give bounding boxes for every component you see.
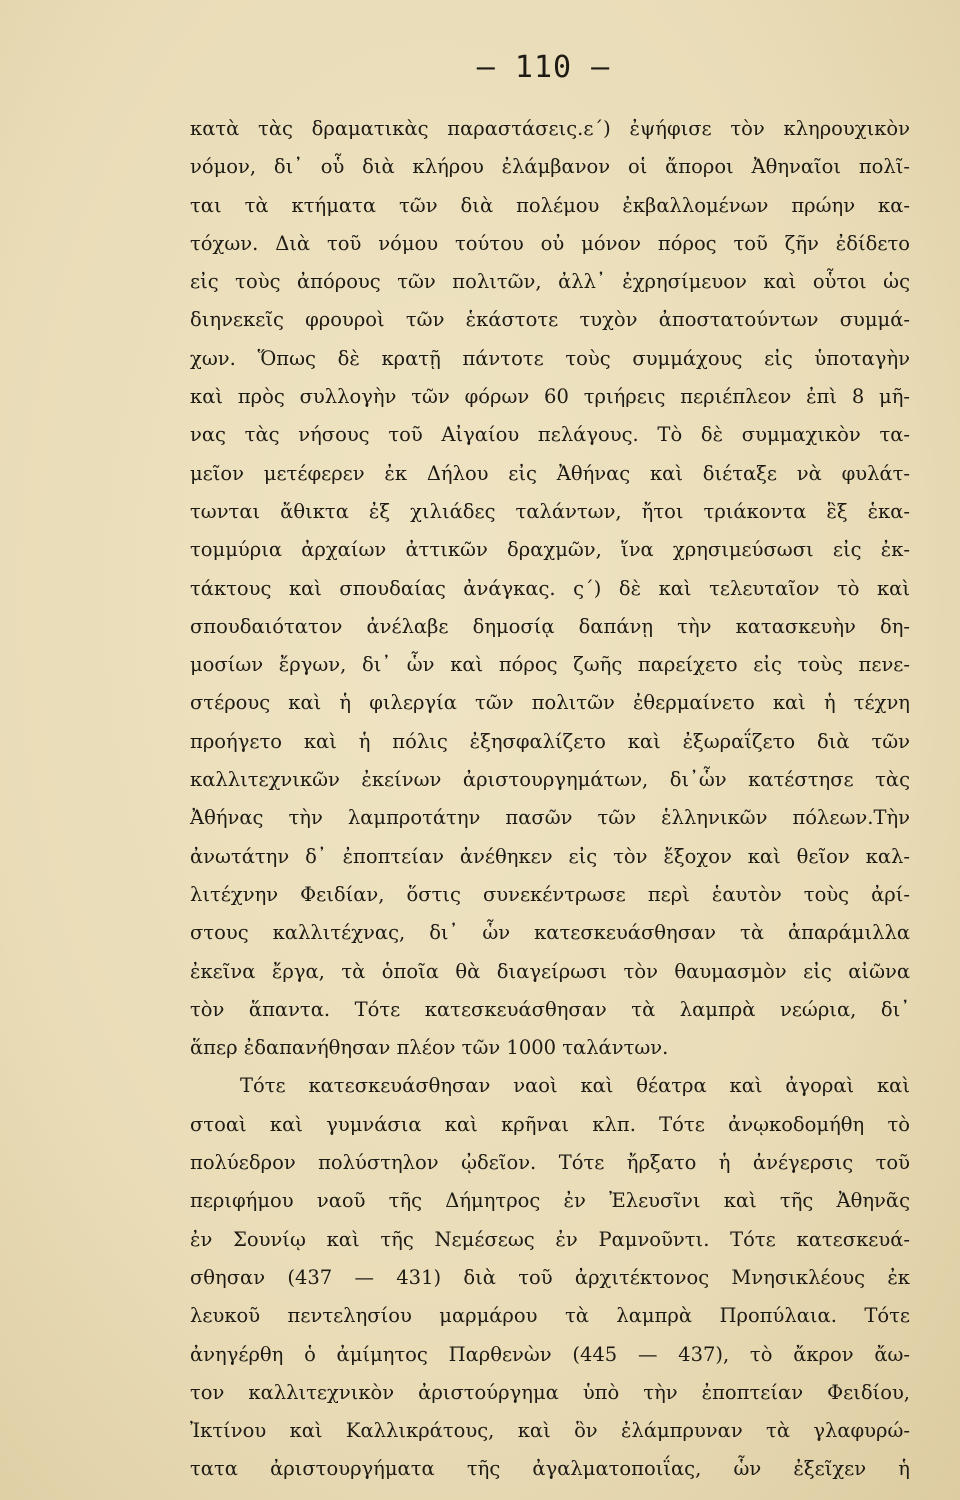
text-line: Ἀθήνας τὴν λαμπροτάτην πασῶν τῶν ἑλληνικῶν πόλεων.Τὴν	[190, 806, 910, 830]
text-line: ται τὰ κτήματα τῶν διὰ πολέμου ἐκβαλλομένων πρώην κα-	[190, 193, 910, 217]
text-line: Τότε κατεσκευάσθησαν ναοὶ καὶ θέατρα καὶ ἀγοραὶ καὶ	[240, 1074, 910, 1098]
text-line: καλλιτεχνικῶν ἐκείνων ἀριστουργημάτων, δι᾽ὧν κατέστησε τὰς	[190, 768, 910, 792]
body-text	[190, 110, 910, 1489]
text-line: Ἰκτίνου καὶ Καλλικράτους, καὶ ὃν ἐλάμπρυναν τὰ γλαφυρώ-	[190, 1419, 910, 1443]
page-number: — 110 —	[476, 50, 611, 85]
text-line: εἰς τοὺς ἀπόρους τῶν πολιτῶν, ἀλλ᾽ ἐχρησίμευον καὶ οὗτοι ὡς	[190, 270, 910, 294]
text-line: μεῖον μετέφερεν ἐκ Δήλου εἰς Ἀθήνας καὶ διέταξε νὰ φυλάτ-	[190, 461, 910, 485]
text-line: νόμον, δι᾽ οὗ διὰ κλήρου ἐλάμβανον οἱ ἄποροι Ἀθηναῖοι πολῖ-	[190, 155, 910, 179]
text-line: λευκοῦ πεντελησίου μαρμάρου τὰ λαμπρὰ Προπύλαια. Τότε	[190, 1304, 910, 1328]
text-line: νας τὰς νήσους τοῦ Αἰγαίου πελάγους. Τὸ δὲ συμμαχικὸν τα-	[190, 423, 910, 447]
text-line: τάκτους καὶ σπουδαίας ἀνάγκας. ς΄) δὲ καὶ τελευταῖον τὸ καὶ	[190, 576, 910, 600]
text-line: τόχων. Διὰ τοῦ νόμου τούτου οὐ μόνον πόρος τοῦ ζῆν ἐδίδετο	[190, 231, 910, 255]
text-line: χων. Ὅπως δὲ κρατῇ πάντοτε τοὺς συμμάχους εἰς ὑποταγὴν	[190, 346, 910, 370]
text-line: ἀνωτάτην δ᾽ ἐποπτείαν ἀνέθηκεν εἰς τὸν ἔξοχον καὶ θεῖον καλ-	[190, 844, 910, 868]
text-line: προήγετο καὶ ἡ πόλις ἐξησφαλίζετο καὶ ἐξωραΐζετο διὰ τῶν	[190, 729, 910, 753]
text-line: τον καλλιτεχνικὸν ἀριστούργημα ὑπὸ τὴν ἐποπτείαν Φειδίου,	[190, 1380, 910, 1404]
text-line: σπουδαιότατον ἀνέλαβε δημοσίᾳ δαπάνῃ τὴν κατασκευὴν δη-	[190, 614, 910, 638]
text-line: ἐν Σουνίῳ καὶ τῆς Νεμέσεως ἐν Ραμνοῦντι. Τότε κατεσκευά-	[190, 1227, 910, 1251]
text-line: καὶ πρὸς συλλογὴν τῶν φόρων 60 τριήρεις περιέπλεον ἐπὶ 8 μῆ-	[190, 385, 910, 409]
text-line: ἀνηγέρθη ὁ ἀμίμητος Παρθενὼν (445 — 437), τὸ ἄκρον ἄω-	[190, 1342, 910, 1366]
text-line: ἐκεῖνα ἔργα, τὰ ὁποῖα θὰ διαγείρωσι τὸν θαυμασμὸν εἰς αἰῶνα	[190, 959, 910, 983]
text-line: λιτέχνην Φειδίαν, ὅστις συνεκέντρωσε περὶ ἑαυτὸν τοὺς ἀρί-	[190, 882, 910, 906]
text-line: τατα ἀριστουργήματα τῆς ἀγαλματοποιΐας, ὧν ἐξεῖχεν ἡ	[190, 1457, 910, 1481]
text-line: κατὰ τὰς δραματικὰς παραστάσεις.ε΄) ἐψήφισε τὸν κληρουχικὸν	[190, 117, 910, 140]
text-line: τομμύρια ἀρχαίων ἀττικῶν δραχμῶν, ἵνα χρησιμεύσωσι εἰς ἐκ-	[190, 538, 910, 562]
text-line: στοαὶ καὶ γυμνάσια καὶ κρῆναι κλπ. Τότε ἀνῳκοδομήθη τὸ	[190, 1112, 910, 1136]
text-line: στους καλλιτέχνας, δι᾽ ὧν κατεσκευάσθησαν τὰ ἀπαράμιλλα	[190, 921, 910, 945]
text-line: πολύεδρον πολύστηλον ᾠδεῖον. Τότε ἤρξατο ἡ ἀνέγερσις τοῦ	[190, 1151, 910, 1175]
text-line: μοσίων ἔργων, δι᾽ ὧν καὶ πόρος ζωῆς παρείχετο εἰς τοὺς πενε-	[190, 653, 910, 677]
text-line: στέρους καὶ ἡ φιλεργία τῶν πολιτῶν ἐθερμαίνετο καὶ ἡ τέχνη	[190, 691, 910, 715]
text-line: τωνται ἄθικτα ἐξ χιλιάδες ταλάντων, ἤτοι τριάκοντα ἓξ ἑκα-	[190, 499, 910, 523]
text-line: σθησαν (437 — 431) διὰ τοῦ ἀρχιτέκτονος Μνησικλέους ἐκ	[190, 1265, 910, 1289]
text-line: περιφήμου ναοῦ τῆς Δήμητρος ἐν Ἐλευσῖνι καὶ τῆς Ἀθηνᾶς	[190, 1189, 910, 1213]
text-line: διηνεκεῖς φρουροὶ τῶν ἑκάστοτε τυχὸν ἀποστατούντων συμμά-	[190, 308, 910, 332]
text-line: τὸν ἅπαντα. Τότε κατεσκευάσθησαν τὰ λαμπρὰ νεώρια, δι᾽	[190, 997, 910, 1021]
text-line: ἅπερ ἐδαπανήθησαν πλέον τῶν 1000 ταλάντων.	[190, 1036, 669, 1060]
